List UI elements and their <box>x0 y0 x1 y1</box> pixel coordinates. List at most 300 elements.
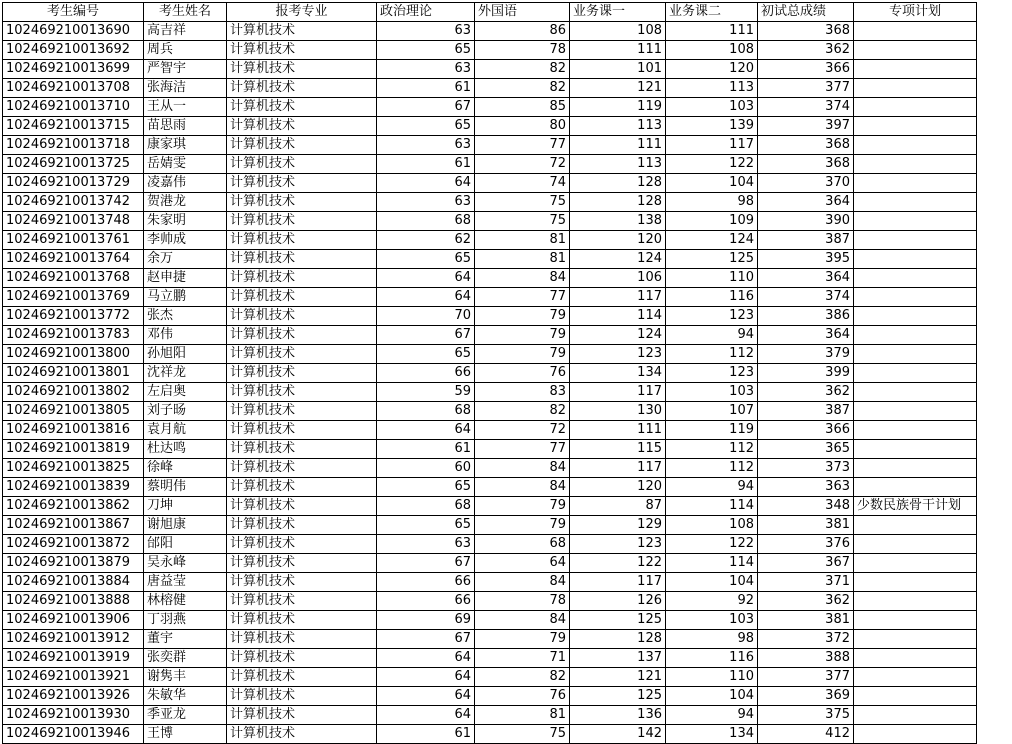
subject-one-score-cell: 115 <box>570 440 666 459</box>
total-score-cell: 364 <box>758 269 854 288</box>
total-score-cell: 365 <box>758 440 854 459</box>
total-score-cell: 386 <box>758 307 854 326</box>
subject-two-score-cell: 114 <box>666 554 758 573</box>
special-plan-cell <box>854 288 977 307</box>
subject-one-score-cell: 113 <box>570 155 666 174</box>
politics-score-cell: 63 <box>377 22 475 41</box>
subject-one-score-cell: 128 <box>570 193 666 212</box>
candidate-name-cell: 张海洁 <box>144 79 227 98</box>
subject-one-score-cell: 114 <box>570 307 666 326</box>
candidate-id-cell: 102469210013867 <box>3 516 144 535</box>
candidate-name-cell: 刘子旸 <box>144 402 227 421</box>
subject-one-score-cell: 120 <box>570 478 666 497</box>
subject-one-score-cell: 125 <box>570 611 666 630</box>
candidate-name-cell: 刀坤 <box>144 497 227 516</box>
total-score-cell: 367 <box>758 554 854 573</box>
total-score-cell: 364 <box>758 326 854 345</box>
candidate-name-cell: 周兵 <box>144 41 227 60</box>
special-plan-cell <box>854 592 977 611</box>
table-row <box>3 611 977 630</box>
candidate-name-cell: 邓伟 <box>144 326 227 345</box>
major-cell: 计算机技术 <box>227 155 377 174</box>
major-cell: 计算机技术 <box>227 22 377 41</box>
foreign-language-score-cell: 77 <box>475 136 570 155</box>
politics-score-cell: 70 <box>377 307 475 326</box>
special-plan-cell <box>854 41 977 60</box>
candidate-id-cell: 102469210013912 <box>3 630 144 649</box>
total-score-cell: 370 <box>758 174 854 193</box>
politics-score-cell: 65 <box>377 41 475 60</box>
total-score-cell: 375 <box>758 706 854 725</box>
candidate-id-cell: 102469210013710 <box>3 98 144 117</box>
total-score-cell: 372 <box>758 630 854 649</box>
candidate-id-cell: 102469210013742 <box>3 193 144 212</box>
candidate-id-cell: 102469210013884 <box>3 573 144 592</box>
total-score-cell: 364 <box>758 193 854 212</box>
major-cell: 计算机技术 <box>227 79 377 98</box>
header-candidate-id: 考生编号 <box>3 3 144 22</box>
candidate-name-cell: 季亚龙 <box>144 706 227 725</box>
special-plan-cell <box>854 136 977 155</box>
candidate-id-cell: 102469210013805 <box>3 402 144 421</box>
total-score-cell: 387 <box>758 231 854 250</box>
table-row <box>3 535 977 554</box>
table-row <box>3 288 977 307</box>
subject-two-score-cell: 98 <box>666 193 758 212</box>
table-row <box>3 79 977 98</box>
total-score-cell: 366 <box>758 421 854 440</box>
politics-score-cell: 65 <box>377 250 475 269</box>
candidate-name-cell: 高吉祥 <box>144 22 227 41</box>
politics-score-cell: 67 <box>377 98 475 117</box>
major-cell: 计算机技术 <box>227 687 377 706</box>
special-plan-cell <box>854 725 977 744</box>
subject-two-score-cell: 114 <box>666 497 758 516</box>
candidate-name-cell: 林榕健 <box>144 592 227 611</box>
subject-two-score-cell: 110 <box>666 269 758 288</box>
candidate-id-cell: 102469210013715 <box>3 117 144 136</box>
total-score-cell: 348 <box>758 497 854 516</box>
total-score-cell: 412 <box>758 725 854 744</box>
foreign-language-score-cell: 84 <box>475 459 570 478</box>
candidate-name-cell: 马立鹏 <box>144 288 227 307</box>
special-plan-cell <box>854 421 977 440</box>
subject-two-score-cell: 134 <box>666 725 758 744</box>
special-plan-cell <box>854 649 977 668</box>
major-cell: 计算机技术 <box>227 212 377 231</box>
header-row <box>3 3 977 22</box>
table-row <box>3 421 977 440</box>
foreign-language-score-cell: 80 <box>475 117 570 136</box>
subject-one-score-cell: 123 <box>570 345 666 364</box>
special-plan-cell: 少数民族骨干计划 <box>854 497 977 516</box>
major-cell: 计算机技术 <box>227 459 377 478</box>
subject-one-score-cell: 108 <box>570 22 666 41</box>
politics-score-cell: 67 <box>377 630 475 649</box>
foreign-language-score-cell: 79 <box>475 630 570 649</box>
politics-score-cell: 66 <box>377 364 475 383</box>
foreign-language-score-cell: 81 <box>475 231 570 250</box>
table-row <box>3 592 977 611</box>
subject-one-score-cell: 137 <box>570 649 666 668</box>
major-cell: 计算机技术 <box>227 497 377 516</box>
header-total-score: 初试总成绩 <box>758 3 854 22</box>
total-score-cell: 376 <box>758 535 854 554</box>
table-row <box>3 136 977 155</box>
foreign-language-score-cell: 84 <box>475 611 570 630</box>
foreign-language-score-cell: 84 <box>475 269 570 288</box>
major-cell: 计算机技术 <box>227 611 377 630</box>
candidate-id-cell: 102469210013802 <box>3 383 144 402</box>
candidate-id-cell: 102469210013906 <box>3 611 144 630</box>
politics-score-cell: 61 <box>377 725 475 744</box>
foreign-language-score-cell: 68 <box>475 535 570 554</box>
foreign-language-score-cell: 76 <box>475 364 570 383</box>
total-score-cell: 399 <box>758 364 854 383</box>
total-score-cell: 397 <box>758 117 854 136</box>
major-cell: 计算机技术 <box>227 706 377 725</box>
major-cell: 计算机技术 <box>227 60 377 79</box>
foreign-language-score-cell: 72 <box>475 155 570 174</box>
candidate-name-cell: 丁羽燕 <box>144 611 227 630</box>
candidate-id-cell: 102469210013768 <box>3 269 144 288</box>
candidate-name-cell: 蔡明伟 <box>144 478 227 497</box>
header-politics: 政治理论 <box>377 3 475 22</box>
politics-score-cell: 65 <box>377 478 475 497</box>
special-plan-cell <box>854 326 977 345</box>
special-plan-cell <box>854 22 977 41</box>
foreign-language-score-cell: 77 <box>475 288 570 307</box>
candidate-name-cell: 张杰 <box>144 307 227 326</box>
total-score-cell: 371 <box>758 573 854 592</box>
subject-two-score-cell: 122 <box>666 535 758 554</box>
subject-one-score-cell: 122 <box>570 554 666 573</box>
foreign-language-score-cell: 84 <box>475 478 570 497</box>
table-row <box>3 41 977 60</box>
table-row <box>3 440 977 459</box>
total-score-cell: 374 <box>758 98 854 117</box>
table-row <box>3 725 977 744</box>
total-score-cell: 368 <box>758 136 854 155</box>
candidate-name-cell: 王从一 <box>144 98 227 117</box>
candidate-id-cell: 102469210013748 <box>3 212 144 231</box>
subject-two-score-cell: 98 <box>666 630 758 649</box>
candidate-id-cell: 102469210013699 <box>3 60 144 79</box>
candidate-name-cell: 袁月航 <box>144 421 227 440</box>
candidate-id-cell: 102469210013879 <box>3 554 144 573</box>
subject-two-score-cell: 109 <box>666 212 758 231</box>
subject-two-score-cell: 123 <box>666 307 758 326</box>
foreign-language-score-cell: 79 <box>475 497 570 516</box>
subject-one-score-cell: 120 <box>570 231 666 250</box>
foreign-language-score-cell: 82 <box>475 60 570 79</box>
foreign-language-score-cell: 82 <box>475 79 570 98</box>
table-row <box>3 706 977 725</box>
candidate-name-cell: 苗思雨 <box>144 117 227 136</box>
table-row <box>3 98 977 117</box>
candidate-id-cell: 102469210013825 <box>3 459 144 478</box>
politics-score-cell: 64 <box>377 269 475 288</box>
politics-score-cell: 69 <box>377 611 475 630</box>
major-cell: 计算机技术 <box>227 383 377 402</box>
subject-two-score-cell: 103 <box>666 98 758 117</box>
major-cell: 计算机技术 <box>227 478 377 497</box>
total-score-cell: 388 <box>758 649 854 668</box>
candidate-id-cell: 102469210013772 <box>3 307 144 326</box>
subject-one-score-cell: 121 <box>570 79 666 98</box>
subject-two-score-cell: 94 <box>666 706 758 725</box>
candidate-id-cell: 102469210013816 <box>3 421 144 440</box>
total-score-cell: 362 <box>758 592 854 611</box>
politics-score-cell: 68 <box>377 212 475 231</box>
candidate-id-cell: 102469210013926 <box>3 687 144 706</box>
special-plan-cell <box>854 345 977 364</box>
major-cell: 计算机技术 <box>227 326 377 345</box>
foreign-language-score-cell: 83 <box>475 383 570 402</box>
foreign-language-score-cell: 78 <box>475 592 570 611</box>
major-cell: 计算机技术 <box>227 250 377 269</box>
subject-two-score-cell: 103 <box>666 611 758 630</box>
table-row <box>3 649 977 668</box>
candidate-name-cell: 岳婧雯 <box>144 155 227 174</box>
candidate-name-cell: 董宇 <box>144 630 227 649</box>
subject-two-score-cell: 94 <box>666 478 758 497</box>
table-row <box>3 383 977 402</box>
special-plan-cell <box>854 155 977 174</box>
foreign-language-score-cell: 64 <box>475 554 570 573</box>
total-score-cell: 362 <box>758 41 854 60</box>
subject-two-score-cell: 119 <box>666 421 758 440</box>
foreign-language-score-cell: 81 <box>475 250 570 269</box>
subject-one-score-cell: 142 <box>570 725 666 744</box>
politics-score-cell: 66 <box>377 592 475 611</box>
politics-score-cell: 63 <box>377 193 475 212</box>
table-row <box>3 174 977 193</box>
table-row <box>3 554 977 573</box>
foreign-language-score-cell: 86 <box>475 22 570 41</box>
table-row <box>3 345 977 364</box>
subject-two-score-cell: 110 <box>666 668 758 687</box>
total-score-cell: 387 <box>758 402 854 421</box>
table-row <box>3 326 977 345</box>
candidate-name-cell: 凌嘉伟 <box>144 174 227 193</box>
subject-two-score-cell: 104 <box>666 174 758 193</box>
subject-two-score-cell: 125 <box>666 250 758 269</box>
total-score-cell: 379 <box>758 345 854 364</box>
table-row <box>3 573 977 592</box>
special-plan-cell <box>854 60 977 79</box>
candidate-id-cell: 102469210013819 <box>3 440 144 459</box>
header-candidate-name: 考生姓名 <box>144 3 227 22</box>
header-subject-one: 业务课一 <box>570 3 666 22</box>
special-plan-cell <box>854 611 977 630</box>
subject-one-score-cell: 117 <box>570 288 666 307</box>
candidate-name-cell: 左启奥 <box>144 383 227 402</box>
politics-score-cell: 60 <box>377 459 475 478</box>
special-plan-cell <box>854 174 977 193</box>
subject-one-score-cell: 106 <box>570 269 666 288</box>
major-cell: 计算机技术 <box>227 269 377 288</box>
major-cell: 计算机技术 <box>227 554 377 573</box>
subject-two-score-cell: 108 <box>666 516 758 535</box>
foreign-language-score-cell: 79 <box>475 516 570 535</box>
candidate-id-cell: 102469210013930 <box>3 706 144 725</box>
politics-score-cell: 65 <box>377 117 475 136</box>
subject-two-score-cell: 111 <box>666 22 758 41</box>
subject-one-score-cell: 134 <box>570 364 666 383</box>
table-row <box>3 516 977 535</box>
major-cell: 计算机技术 <box>227 98 377 117</box>
subject-two-score-cell: 112 <box>666 345 758 364</box>
candidate-name-cell: 余万 <box>144 250 227 269</box>
subject-two-score-cell: 112 <box>666 440 758 459</box>
total-score-cell: 390 <box>758 212 854 231</box>
politics-score-cell: 64 <box>377 649 475 668</box>
special-plan-cell <box>854 440 977 459</box>
subject-two-score-cell: 104 <box>666 573 758 592</box>
politics-score-cell: 66 <box>377 573 475 592</box>
politics-score-cell: 64 <box>377 687 475 706</box>
politics-score-cell: 67 <box>377 554 475 573</box>
candidate-id-cell: 102469210013783 <box>3 326 144 345</box>
politics-score-cell: 65 <box>377 345 475 364</box>
table-row <box>3 193 977 212</box>
foreign-language-score-cell: 75 <box>475 725 570 744</box>
table-row <box>3 478 977 497</box>
major-cell: 计算机技术 <box>227 307 377 326</box>
candidate-name-cell: 孙旭阳 <box>144 345 227 364</box>
table-row <box>3 459 977 478</box>
subject-one-score-cell: 129 <box>570 516 666 535</box>
subject-one-score-cell: 101 <box>570 60 666 79</box>
major-cell: 计算机技术 <box>227 117 377 136</box>
subject-two-score-cell: 116 <box>666 288 758 307</box>
candidate-name-cell: 杜达鸣 <box>144 440 227 459</box>
special-plan-cell <box>854 516 977 535</box>
candidate-name-cell: 谢旭康 <box>144 516 227 535</box>
special-plan-cell <box>854 98 977 117</box>
major-cell: 计算机技术 <box>227 41 377 60</box>
major-cell: 计算机技术 <box>227 573 377 592</box>
subject-two-score-cell: 94 <box>666 326 758 345</box>
subject-one-score-cell: 117 <box>570 573 666 592</box>
candidate-name-cell: 朱家明 <box>144 212 227 231</box>
major-cell: 计算机技术 <box>227 402 377 421</box>
politics-score-cell: 65 <box>377 516 475 535</box>
subject-two-score-cell: 123 <box>666 364 758 383</box>
subject-one-score-cell: 113 <box>570 117 666 136</box>
total-score-cell: 369 <box>758 687 854 706</box>
major-cell: 计算机技术 <box>227 288 377 307</box>
subject-one-score-cell: 126 <box>570 592 666 611</box>
total-score-cell: 368 <box>758 155 854 174</box>
foreign-language-score-cell: 79 <box>475 326 570 345</box>
table-row <box>3 630 977 649</box>
candidate-id-cell: 102469210013946 <box>3 725 144 744</box>
foreign-language-score-cell: 82 <box>475 668 570 687</box>
subject-two-score-cell: 107 <box>666 402 758 421</box>
table-row <box>3 668 977 687</box>
special-plan-cell <box>854 269 977 288</box>
subject-one-score-cell: 128 <box>570 174 666 193</box>
special-plan-cell <box>854 668 977 687</box>
foreign-language-score-cell: 78 <box>475 41 570 60</box>
header-major: 报考专业 <box>227 3 377 22</box>
special-plan-cell <box>854 383 977 402</box>
candidate-id-cell: 102469210013921 <box>3 668 144 687</box>
special-plan-cell <box>854 231 977 250</box>
special-plan-cell <box>854 250 977 269</box>
subject-two-score-cell: 139 <box>666 117 758 136</box>
candidate-name-cell: 吴永峰 <box>144 554 227 573</box>
subject-two-score-cell: 112 <box>666 459 758 478</box>
table-row <box>3 497 977 516</box>
major-cell: 计算机技术 <box>227 421 377 440</box>
table-row <box>3 364 977 383</box>
subject-one-score-cell: 124 <box>570 326 666 345</box>
special-plan-cell <box>854 402 977 421</box>
candidate-name-cell: 赵申捷 <box>144 269 227 288</box>
politics-score-cell: 59 <box>377 383 475 402</box>
table-body <box>3 22 977 744</box>
candidate-name-cell: 谢隽丰 <box>144 668 227 687</box>
candidate-name-cell: 康家琪 <box>144 136 227 155</box>
major-cell: 计算机技术 <box>227 345 377 364</box>
special-plan-cell <box>854 307 977 326</box>
special-plan-cell <box>854 706 977 725</box>
candidate-id-cell: 102469210013801 <box>3 364 144 383</box>
foreign-language-score-cell: 79 <box>475 307 570 326</box>
candidate-id-cell: 102469210013708 <box>3 79 144 98</box>
major-cell: 计算机技术 <box>227 725 377 744</box>
total-score-cell: 381 <box>758 611 854 630</box>
table-row <box>3 250 977 269</box>
header-subject-two: 业务课二 <box>666 3 758 22</box>
candidate-id-cell: 102469210013888 <box>3 592 144 611</box>
politics-score-cell: 67 <box>377 326 475 345</box>
major-cell: 计算机技术 <box>227 535 377 554</box>
politics-score-cell: 63 <box>377 535 475 554</box>
total-score-cell: 363 <box>758 478 854 497</box>
subject-one-score-cell: 123 <box>570 535 666 554</box>
candidate-name-cell: 徐峰 <box>144 459 227 478</box>
candidate-id-cell: 102469210013919 <box>3 649 144 668</box>
special-plan-cell <box>854 79 977 98</box>
candidate-name-cell: 张奕群 <box>144 649 227 668</box>
subject-one-score-cell: 136 <box>570 706 666 725</box>
table-row <box>3 687 977 706</box>
major-cell: 计算机技术 <box>227 440 377 459</box>
subject-two-score-cell: 120 <box>666 60 758 79</box>
candidate-name-cell: 朱敏华 <box>144 687 227 706</box>
candidate-id-cell: 102469210013872 <box>3 535 144 554</box>
foreign-language-score-cell: 74 <box>475 174 570 193</box>
score-table <box>2 2 977 744</box>
candidate-id-cell: 102469210013761 <box>3 231 144 250</box>
politics-score-cell: 64 <box>377 174 475 193</box>
table-row <box>3 231 977 250</box>
total-score-cell: 374 <box>758 288 854 307</box>
table-row <box>3 269 977 288</box>
subject-two-score-cell: 104 <box>666 687 758 706</box>
special-plan-cell <box>854 459 977 478</box>
subject-one-score-cell: 121 <box>570 668 666 687</box>
foreign-language-score-cell: 77 <box>475 440 570 459</box>
candidate-id-cell: 102469210013729 <box>3 174 144 193</box>
politics-score-cell: 64 <box>377 421 475 440</box>
candidate-name-cell: 沈祥龙 <box>144 364 227 383</box>
subject-one-score-cell: 87 <box>570 497 666 516</box>
